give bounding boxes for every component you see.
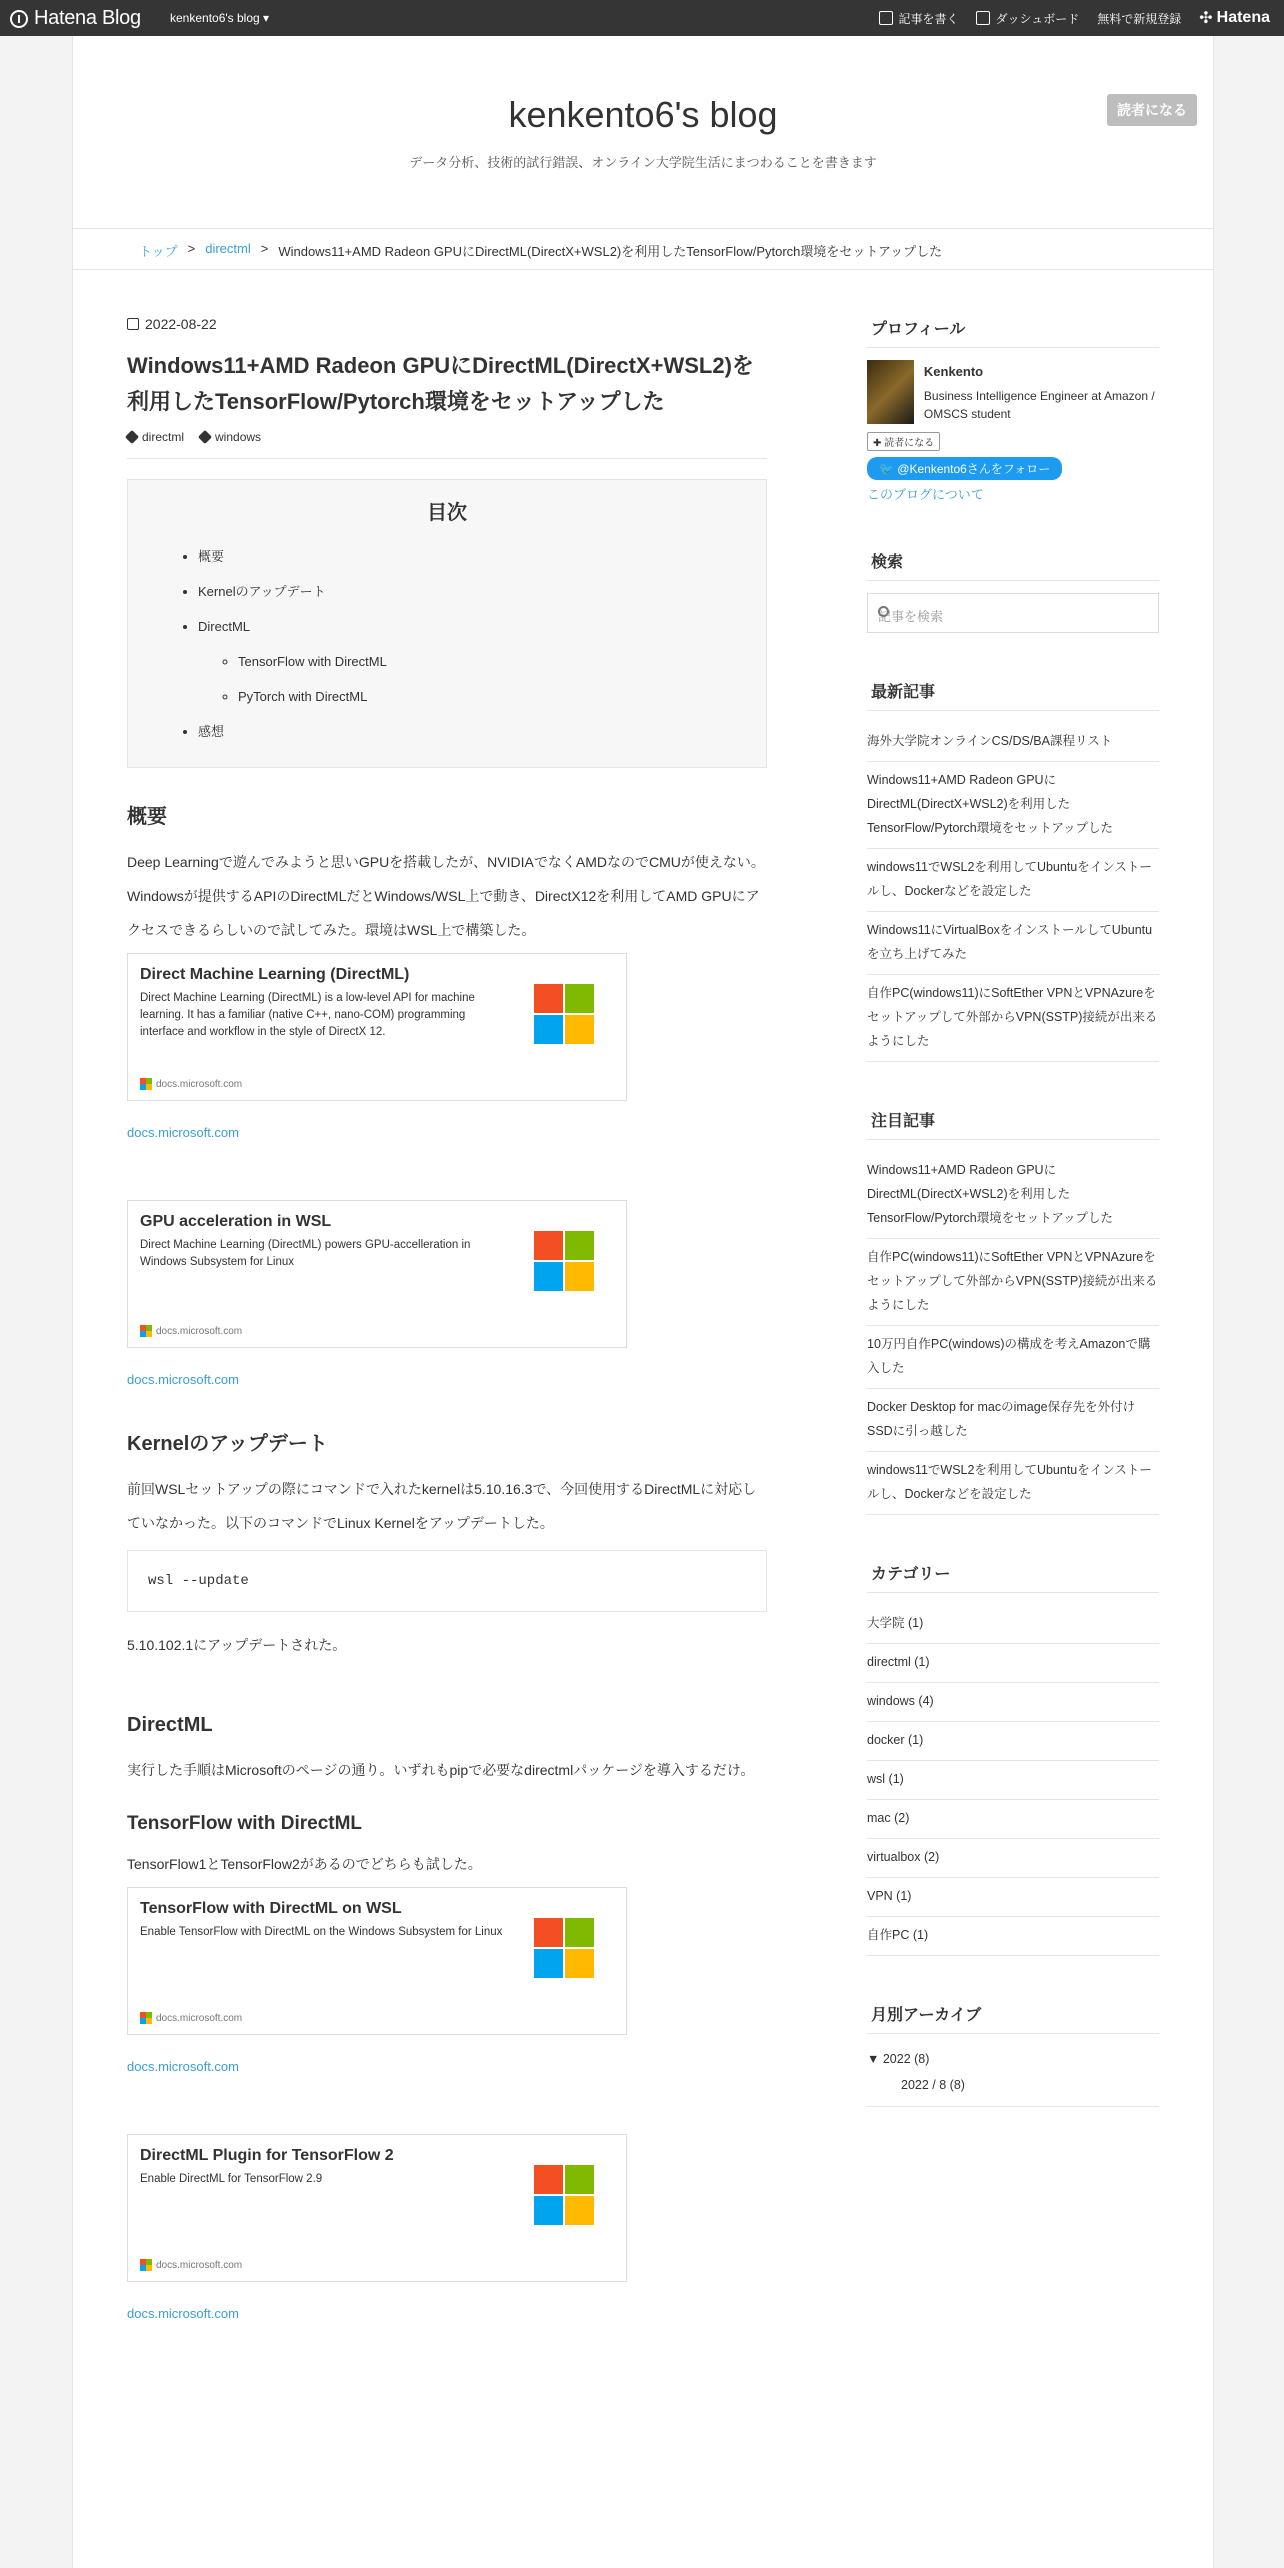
tag-directml[interactable]: directml [127,430,184,444]
recent-entry-link[interactable]: 自作PC(windows11)にSoftEther VPNとVPNAzureをセットアップして外部からVPN(SSTP)接続が出来るようにした [867,975,1159,1062]
source-link[interactable]: docs.microsoft.com [127,1372,239,1387]
dashboard-icon [976,11,990,25]
sidebar [867,316,1159,2153]
paragraph: 実行した手順はMicrosoftのページの通り。いずれもpipで必要なdirectmlパッケージを導入するだけ。 [127,1762,755,1778]
write-article-link[interactable]: 記事を書く [879,10,958,27]
toc-item[interactable]: • Kernelのアップデート [198,574,766,609]
widget-heading: 月別アーカイブ [867,2002,1159,2034]
breadcrumb-top-link[interactable]: トップ [139,244,178,259]
article [127,316,767,2381]
hatena-menu[interactable]: ✣ Hatena [1199,9,1270,27]
recent-entries-widget [867,679,1159,1062]
microsoft-favicon-icon [140,2012,152,2024]
section-heading-directml: DirectML [127,1714,213,1736]
widget-heading: 検索 [867,549,1159,581]
recent-entry-link[interactable]: 海外大学院オンラインCS/DS/BA課程リスト [867,723,1159,762]
paragraph: 前回WSLセットアップの際にコマンドで入れたkernelは5.10.16.3で、今回使用するDirectMLに対応していなかった。以下のコマンドでLinux Kernelをアップデートした。 [127,1481,757,1531]
toc-item[interactable]: • 概要 [198,539,766,574]
category-link[interactable]: windows (4) [867,1683,1159,1722]
blog-description: データ分析、技術的試行錯誤、オンライン大学院生活にまつわることを書きます [409,155,877,170]
blog-selector[interactable]: kenkento6's blog ▾ [170,11,270,25]
breadcrumb-category-link[interactable]: directml [205,241,251,256]
paragraph: 5.10.102.1にアップデートされた。 [127,1637,347,1653]
category-link[interactable]: docker (1) [867,1722,1159,1761]
microsoft-logo-icon [534,984,594,1044]
tag-windows[interactable]: windows [200,430,261,444]
featured-entry-link[interactable]: Windows11+AMD Radeon GPUにDirectML(DirectX+WSL2)を利用したTensorFlow/Pytorch環境をセットアップした [867,1152,1159,1239]
category-link[interactable]: 大学院 (1) [867,1605,1159,1644]
microsoft-favicon-icon [140,1078,152,1090]
widget-heading: プロフィール [867,316,1159,348]
toc-item[interactable]: • 感想 [198,714,766,749]
search-widget [867,549,1159,633]
breadcrumb-current: Windows11+AMD Radeon GPUにDirectML(DirectX+WSL2)を利用したTensorFlow/Pytorch環境をセットアップした [278,244,943,259]
breadcrumb-separator: > [187,241,196,256]
plus-icon: ✚ [873,438,885,449]
archive-year-toggle[interactable]: ▼ 2022 (8) [867,2052,930,2066]
subscribe-button[interactable]: 読者になる [1107,94,1197,126]
featured-entry-link[interactable]: windows11でWSL2を利用してUbuntuをインストールし、Dockerなどを設定した [867,1452,1159,1515]
category-link[interactable]: directml (1) [867,1644,1159,1683]
category-link[interactable]: 自作PC (1) [867,1917,1159,1956]
category-link[interactable]: wsl (1) [867,1761,1159,1800]
pencil-icon [879,11,893,25]
twitter-follow-button[interactable]: 🐦 @Kenkento6さんをフォロー [867,457,1062,480]
table-of-contents [127,479,767,768]
global-header [0,0,1284,36]
search-input[interactable]: 記事を検索 [867,593,1159,633]
embed-card-directml[interactable]: Direct Machine Learning (DirectML) Direct Machine Learning (DirectML) is a low-level API for machine learning. It has a familiar (native C++, nano-COM) programming interface and workflow in the style of DirectX 12. docs.microsoft.com [127,953,627,1101]
microsoft-logo-icon [534,1918,594,1978]
hatena-logo-icon [10,10,28,28]
tag-icon [198,430,212,444]
embed-card-tf-wsl[interactable]: TensorFlow with DirectML on WSL Enable TensorFlow with DirectML on the Windows Subsystem for Linux docs.microsoft.com [127,1887,627,2035]
featured-entry-link[interactable]: 自作PC(windows11)にSoftEther VPNとVPNAzureをセットアップして外部からVPN(SSTP)接続が出来るようにした [867,1239,1159,1326]
featured-entries-widget [867,1108,1159,1515]
code-block: wsl --update [127,1550,767,1612]
about-blog-link[interactable]: このブログについて [867,487,984,502]
profile-description: Business Intelligence Engineer at Amazon / OMSCS student [923,389,1155,421]
reader-button[interactable]: ✚ 読者になる [867,432,940,451]
recent-entry-link[interactable]: windows11でWSL2を利用してUbuntuをインストールし、Dockerなどを設定した [867,849,1159,912]
signup-link[interactable]: 無料で新規登録 [1097,11,1182,26]
article-date[interactable]: 2022-08-22 [127,316,767,332]
section-heading-kernel: Kernelのアップデート [127,1433,328,1455]
widget-heading: カテゴリー [867,1561,1159,1593]
source-link[interactable]: docs.microsoft.com [127,2306,239,2321]
archive-widget [867,2002,1159,2107]
category-widget [867,1561,1159,1956]
toc-title: 目次 [427,502,467,524]
microsoft-favicon-icon [140,2259,152,2271]
archive-month-link[interactable]: 2022 / 8 (8) [901,2078,965,2092]
blog-title[interactable]: kenkento6's blog [508,94,778,135]
source-link[interactable]: docs.microsoft.com [127,1125,239,1140]
widget-heading: 注目記事 [867,1108,1159,1140]
microsoft-logo-icon [534,1231,594,1291]
article-title[interactable]: Windows11+AMD Radeon GPUにDirectML(DirectX+WSL2)を利用したTensorFlow/Pytorch環境をセットアップした [127,353,754,414]
paragraph: Windowsが提供するAPIのDirectMLだとWindows/WSL上で動き、DirectX12を利用してAMD GPUにアクセスできるらしいので試してみた。環境はWSL上で構築した。 [127,888,760,938]
section-heading-overview: 概要 [127,806,167,828]
dashboard-link[interactable]: ダッシュボード [976,10,1079,27]
paragraph: TensorFlow1とTensorFlow2があるのでどちらも試した。 [127,1856,482,1872]
subsection-heading-tensorflow: TensorFlow with DirectML [127,1813,363,1834]
calendar-icon [127,318,139,330]
category-link[interactable]: mac (2) [867,1800,1159,1839]
breadcrumb [73,228,1213,270]
paragraph: Deep Learningで遊んでみようと思いGPUを搭載したが、NVIDIAでなくAMDなのでCMUが使えない。 [127,854,765,870]
twitter-bird-icon: 🐦 [879,462,898,476]
tag-icon [125,430,139,444]
profile-widget [867,316,1159,503]
embed-card-gpu-wsl[interactable]: GPU acceleration in WSL Direct Machine Learning (DirectML) powers GPU-accelleration in Windows Subsystem for Linux docs.microsoft.com [127,1200,627,1348]
hatena-blog-logo[interactable]: Hatena Blog [10,7,141,30]
microsoft-favicon-icon [140,1325,152,1337]
recent-entry-link[interactable]: Windows11+AMD Radeon GPUにDirectML(DirectX+WSL2)を利用したTensorFlow/Pytorch環境をセットアップした [867,762,1159,849]
widget-heading: 最新記事 [867,679,1159,711]
toc-subitem[interactable]: ◦ PyTorch with DirectML [238,679,766,714]
blog-container [72,36,1214,2568]
avatar[interactable] [867,360,914,424]
featured-entry-link[interactable]: 10万円自作PC(windows)の構成を考えAmazonで購入した [867,1326,1159,1389]
hatena-star-icon: ✣ [1199,10,1213,27]
source-link[interactable]: docs.microsoft.com [127,2059,239,2074]
search-icon[interactable] [878,606,889,617]
profile-name[interactable]: Kenkento [923,364,984,379]
article-tags [127,430,767,459]
embed-card-tf-plugin[interactable]: DirectML Plugin for TensorFlow 2 Enable DirectML for TensorFlow 2.9 docs.microsoft.com [127,2134,627,2282]
recent-entry-link[interactable]: Windows11にVirtualBoxをインストールしてUbuntuを立ち上げてみた [867,912,1159,975]
toc-item[interactable]: • DirectML ◦ TensorFlow with DirectML ◦ PyTorch with DirectML [198,609,766,714]
featured-entry-link[interactable]: Docker Desktop for macのimage保存先を外付けSSDに引っ越した [867,1389,1159,1452]
category-link[interactable]: VPN (1) [867,1878,1159,1917]
microsoft-logo-icon [534,2165,594,2225]
category-link[interactable]: virtualbox (2) [867,1839,1159,1878]
toc-subitem[interactable]: ◦ TensorFlow with DirectML [238,644,766,679]
breadcrumb-separator: > [260,241,269,256]
